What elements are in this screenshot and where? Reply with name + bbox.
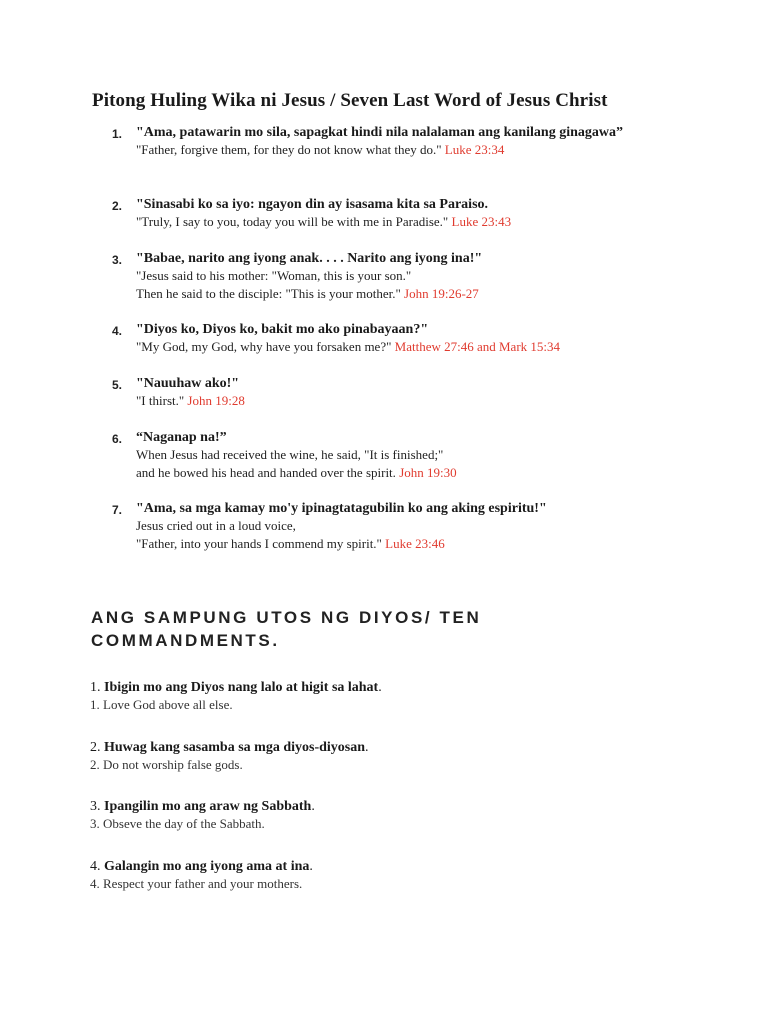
commandment-filipino: 2. Huwag kang sasamba sa mga diyos-diyosan. (90, 740, 369, 755)
scripture-reference: John 19:30 (399, 465, 457, 480)
item-number: 1. (112, 127, 123, 141)
scripture-reference: Luke 23:43 (451, 214, 512, 229)
scripture-reference: Luke 23:34 (444, 142, 505, 157)
scripture-reference: John 19:28 (187, 393, 245, 408)
item-number: 3. (112, 253, 123, 267)
commandment-english: 4. Respect your father and your mothers. (90, 876, 303, 891)
english-translation: Jesus cried out in a loud voice, "Father, into your hands I commend my spirit." Luke 23:46 (136, 518, 445, 551)
commandment-item (90, 679, 690, 713)
item-number: 5. (112, 378, 123, 392)
tagalog-quote: "Diyos ko, Diyos ko, bakit mo ako pinabayaan?" (136, 322, 429, 337)
english-translation: "Jesus said to his mother: "Woman, this is your son." Then he said to the disciple: "This is your mother." John 19:26-27 (136, 268, 479, 301)
english-translation: "Father, forgive them, for they do not know what they do." Luke 23:34 (136, 142, 505, 157)
english-translation: "I thirst." John 19:28 (136, 393, 245, 408)
tagalog-quote: "Nauuhaw ako!" (136, 376, 240, 391)
tagalog-quote: "Ama, sa mga kamay mo'y ipinagtatagubilin ko ang aking espiritu!" (136, 501, 547, 516)
tagalog-quote: "Ama, patawarin mo sila, sapagkat hindi nila nalalaman ang kanilang ginagawa” (136, 125, 623, 140)
english-translation: "My God, my God, why have you forsaken me?" Matthew 27:46 and Mark 15:34 (136, 339, 561, 354)
english-translation: When Jesus had received the wine, he said, "It is finished;" and he bowed his head and handed over the spirit. John 19:30 (136, 447, 457, 480)
item-number: 4. (112, 324, 123, 338)
tagalog-quote: “Naganap na!” (136, 430, 227, 445)
scripture-reference: John 19:26-27 (404, 286, 479, 301)
tagalog-quote: "Babae, narito ang iyong anak. . . . Narito ang iyong ina!" (136, 251, 483, 266)
commandment-filipino: 4. Galangin mo ang iyong ama at ina. (90, 859, 313, 874)
item-number: 6. (112, 432, 123, 446)
commandment-item (90, 798, 690, 832)
commandment-item (90, 858, 690, 892)
commandment-english: 3. Obseve the day of the Sabbath. (90, 816, 265, 831)
page-title: Pitong Huling Wika ni Jesus / Seven Last Word of Jesus Christ (92, 90, 608, 111)
scripture-reference: Luke 23:46 (385, 536, 445, 551)
commandment-item (90, 739, 690, 773)
english-translation: "Truly, I say to you, today you will be with me in Paradise." Luke 23:43 (136, 214, 512, 229)
section-heading: ANG SAMPUNG UTOS NG DIYOS/ TEN COMMANDMENTS. (91, 608, 482, 650)
commandment-filipino: 1. Ibigin mo ang Diyos nang lalo at higit sa lahat. (90, 680, 382, 695)
item-number: 7. (112, 503, 123, 517)
commandment-english: 1. Love God above all else. (90, 697, 233, 712)
commandment-english: 2. Do not worship false gods. (90, 757, 243, 772)
item-number: 2. (112, 199, 123, 213)
tagalog-quote: "Sinasabi ko sa iyo: ngayon din ay isasama kita sa Paraiso. (136, 197, 489, 212)
scripture-reference: Matthew 27:46 and Mark 15:34 (394, 339, 561, 354)
commandment-filipino: 3. Ipangilin mo ang araw ng Sabbath. (90, 799, 315, 814)
